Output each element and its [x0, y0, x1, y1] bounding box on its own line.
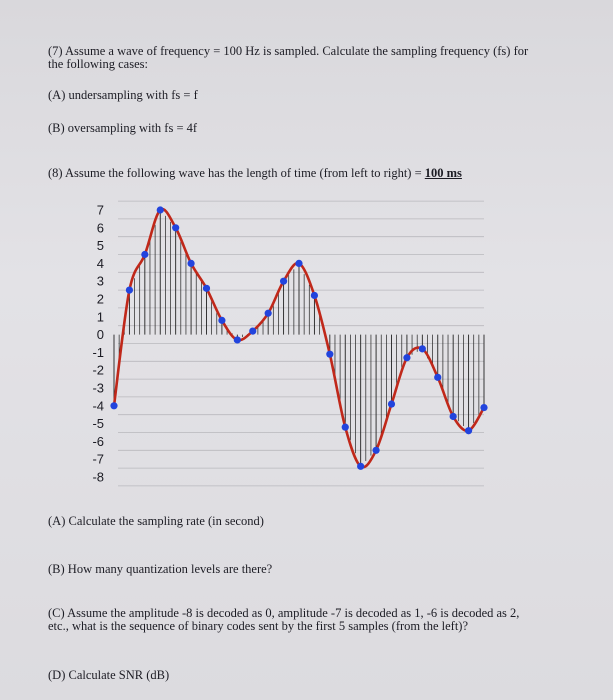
question-8-part-c-line-2: etc., what is the sequence of binary codes sent by the first 5 samples (from the left)?	[48, 619, 469, 633]
y-tick-label: 7	[96, 202, 104, 218]
question-8-part-c-line-1: (C) Assume the amplitude -8 is decoded as 0, amplitude -7 is decoded as 1, -6 is decoded as 2,	[48, 606, 520, 620]
question-7-part-b: (B) oversampling with fs = 4f	[48, 121, 198, 135]
sample-point	[326, 351, 333, 358]
sample-point	[126, 287, 133, 294]
y-tick-label: 3	[96, 273, 104, 289]
sample-point	[450, 413, 457, 420]
y-tick-label: 2	[96, 291, 104, 307]
sample-point	[372, 447, 379, 454]
sample-point	[141, 251, 148, 258]
question-7-line-2: the following cases:	[48, 57, 148, 71]
sample-point	[218, 317, 225, 324]
q7-text-pre: (7) Assume a wave of frequency =	[48, 44, 224, 58]
sample-point	[187, 260, 194, 267]
sample-point	[388, 400, 395, 407]
sample-point	[419, 345, 426, 352]
q7-frequency: 100 Hz	[223, 44, 260, 58]
sample-point	[172, 224, 179, 231]
y-tick-label: -1	[92, 344, 104, 360]
question-7-part-a: (A) undersampling with fs = f	[48, 88, 198, 102]
q8-duration: 100 ms	[424, 166, 462, 180]
sample-point	[403, 354, 410, 361]
sample-point	[480, 404, 487, 411]
y-tick-label: -4	[92, 398, 104, 414]
sample-point	[465, 427, 472, 434]
question-8-part-a: (A) Calculate the sampling rate (in second)	[48, 514, 264, 528]
y-tick-label: -2	[92, 362, 104, 378]
y-tick-label: -3	[92, 380, 104, 396]
q7-text-post: is sampled. Calculate the sampling frequency (fs) for	[259, 44, 529, 58]
sample-point	[203, 285, 210, 292]
y-tick-label: 4	[96, 255, 104, 271]
question-8-part-d: (D) Calculate SNR (dB)	[48, 668, 170, 682]
sample-point	[234, 336, 241, 343]
sample-point	[157, 206, 164, 213]
wave-line	[114, 209, 484, 467]
y-tick-label: -8	[92, 469, 104, 485]
sample-point	[280, 278, 287, 285]
sample-point	[342, 424, 349, 431]
y-tick-label: -5	[92, 416, 104, 432]
sample-point	[110, 402, 117, 409]
sample-point	[357, 463, 364, 470]
sample-point	[265, 310, 272, 317]
y-tick-label: 6	[96, 220, 104, 236]
y-tick-label: 5	[96, 238, 104, 254]
y-tick-label: 0	[96, 327, 104, 343]
sample-point	[434, 374, 441, 381]
y-tick-label: -6	[92, 433, 104, 449]
sample-point	[311, 292, 318, 299]
y-tick-label: 1	[96, 309, 104, 325]
sample-point	[249, 327, 256, 334]
y-tick-label: -7	[92, 451, 104, 467]
sample-point	[295, 260, 302, 267]
question-8-part-b: (B) How many quantization levels are there?	[48, 562, 273, 576]
q8-intro-text: (8) Assume the following wave has the length of time (from left to right) =	[48, 166, 425, 180]
